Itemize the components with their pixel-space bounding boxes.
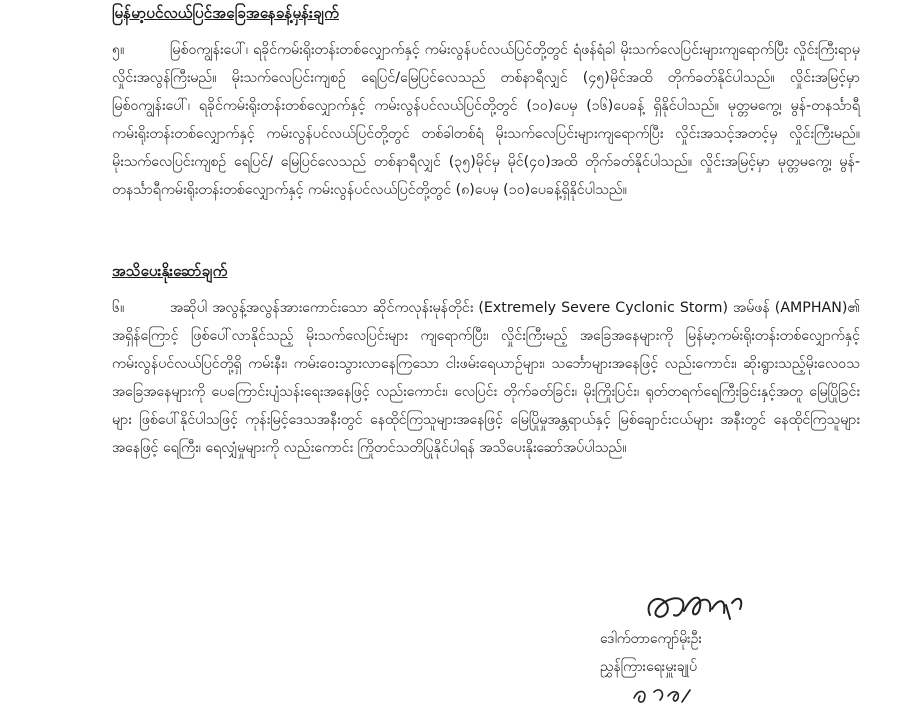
signatory-title: ညွှန်ကြားရေးမှူးချုပ် (600, 659, 697, 675)
section-heading-advisory: အသိပေးနိုးဆော်ချက် (112, 262, 228, 280)
paragraph-advisory (112, 294, 860, 462)
signatory-name: ဒေါက်တာကျော်မိုးဦး (600, 631, 703, 647)
paragraph-number: ၅။ (112, 42, 125, 58)
paragraph-text: အဆိုပါ အလွန့်အလွန်အားကောင်းသော ဆိုင်ကလုန်းမုန်တိုင်း (Extremely Severe Cyclonic Storm) အမ်ဖန် (AMPHAN)၏ အရှိန်ကြောင့် ဖြစ်ပေါ်လာနိုင်သည့် မိုးသက်လေပြင်းများ ကျရောက်ပြီး၊ လှိုင်းကြီးမည့် အခြေအနေများကို မြန်မာ့ကမ်းရိုးတန်းတစ်လျှောက်နှင့် ကမ်းလွန်ပင်လယ်ပြင်တို့ရှိ ကမ်းနီး၊ ကမ်းဝေးသွားလာနေကြသော ငါးဖမ်းရေယာဉ်များ၊ သင်္ဘောများအနေဖြင့် လည်းကောင်း၊ ဆိုးရွားသည့်မိုးလေဝသအခြေအနေများကို ပေကြောင်းပျံသန်းရေးအနေဖြင့် လည်းကောင်း၊ လေပြင်း တိုက်ခတ်ခြင်း၊ မိုးကြိုးပြင်း၊ ရုတ်တရက်ရေကြီးခြင်းနှင့်အတူ မြေပြိုခြင်းများ ဖြစ်ပေါ်နိုင်ပါသဖြင့် ကုန်းမြင့်ဒေသအနီးတွင် နေထိုင်ကြသူများအနေဖြင့် မြေပြိုမှုအန္တရာယ်နှင့် မြစ်ချောင်းငယ်များ အနီးတွင် နေထိုင်ကြသူများ အနေဖြင့် ရေကြီး၊ ရေလျှံမှုများကို လည်းကောင်း ကြိုတင်သတိပြုနိုင်ပါရန် အသိပေးနိုးဆော်အပ်ပါသည်။ (112, 300, 860, 456)
handwritten-signature (640, 585, 760, 631)
paragraph-text: မြစ်ဝကျွန်းပေါ်၊ ရခိုင်ကမ်းရိုးတန်းတစ်လျှောက်နှင့် ကမ်းလွန်ပင်လယ်ပြင်တို့တွင် ရံဖန်ရံခါ မိုးသက်လေပြင်းများကျရောက်ပြီး လှိုင်းကြီးရာမှ လှိုင်းအလွန်ကြီးမည်။ မိုးသက်လေပြင်းကျစဉ် ရေပြင်/မြေပြင်လေသည် တစ်နာရီလျှင် (၄၅)မိုင်အထိ တိုက်ခတ်နိုင်ပါသည်။ လှိုင်းအမြင့်မှာ မြစ်ဝကျွန်းပေါ်၊ ရခိုင်ကမ်းရိုးတန်းတစ်လျှောက်နှင့် ကမ်းလွန်ပင်လယ်ပြင်တို့တွင် (၁၀)ပေမှ (၁၆)ပေခန့် ရှိနိုင်ပါသည်။ မုတ္တမကွေ့၊ မွန်-တနင်္သာရီကမ်းရိုးတန်းတစ်လျှောက်နှင့် ကမ်းလွန်ပင်လယ်ပြင်တို့တွင် တစ်ခါတစ်ရံ မိုးသက်လေပြင်းများကျရောက်ပြီး လှိုင်းအသင့်အတင့်မှ လှိုင်းကြီးမည်။ မိုးသက်လေပြင်းကျစဉ် ရေပြင်/ မြေပြင်လေသည် တစ်နာရီလျှင် (၃၅)မိုင်မှ မိုင်(၄၀)အထိ တိုက်ခတ်နိုင်ပါသည်။ လှိုင်းအမြင့်မှာ မုတ္တမကွေ့၊ မွန်-တနင်္သာရီကမ်းရိုးတန်းတစ်လျှောက်နှင့် ကမ်းလွန်ပင်လယ်ပြင်တို့တွင် (၈)ပေမှ (၁၀)ပေခန့်ရှိနိုင်ပါသည်။ (112, 42, 860, 198)
paragraph-marine-forecast (112, 36, 860, 204)
handwritten-initials (630, 684, 700, 708)
section-heading-marine-forecast: မြန်မာ့ပင်လယ်ပြင်အခြေအနေခန့်မှန်းချက် (112, 4, 339, 22)
paragraph-number: ၆။ (112, 300, 125, 316)
